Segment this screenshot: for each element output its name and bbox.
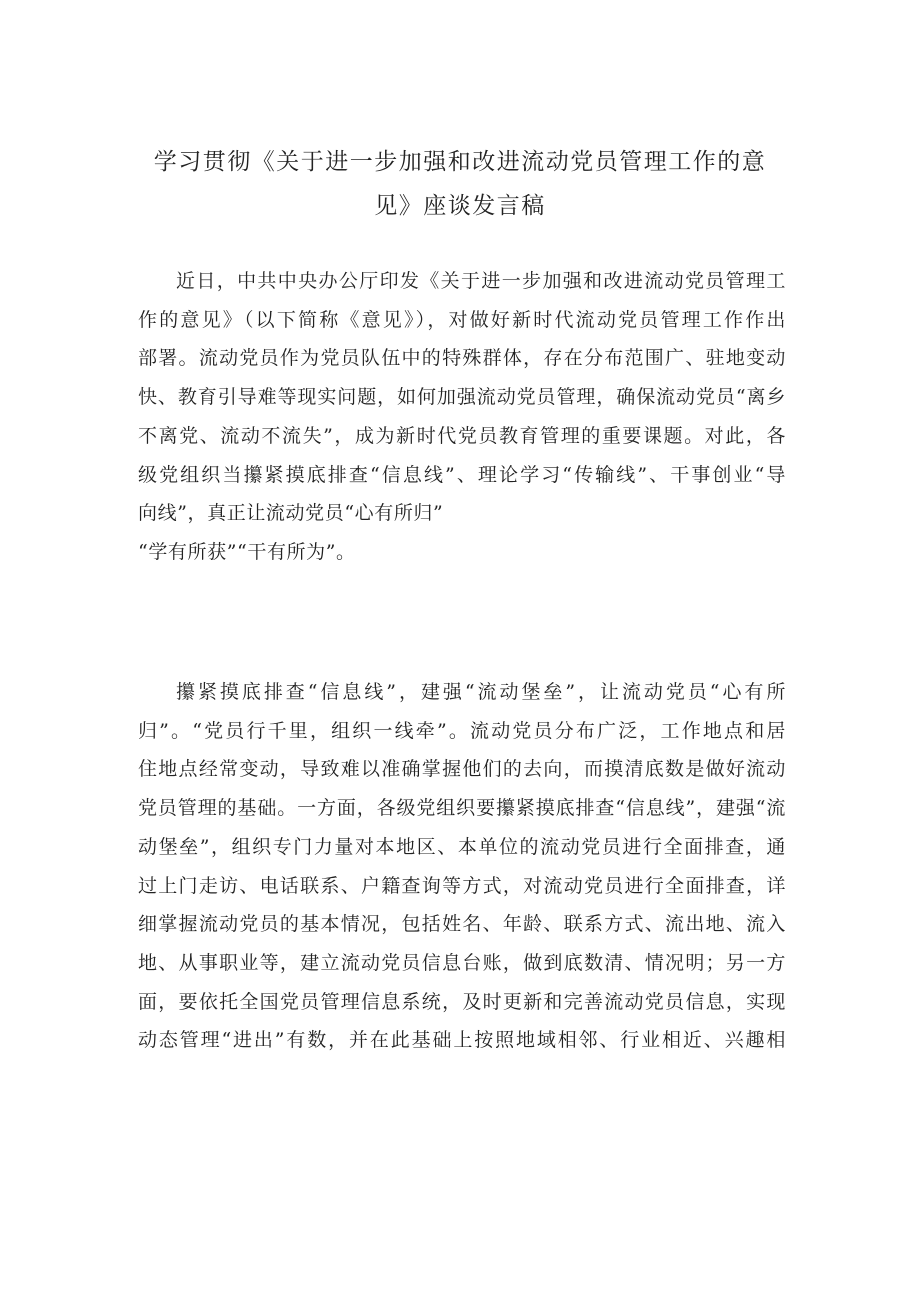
paragraph-line: 住地点经常变动，导致难以准确掌握他们的去向，而摸清底数是做好流动 xyxy=(138,758,786,781)
paragraph-line: 近日，中共中央办公厅印发《关于进一步加强和改进流动党员管理工 xyxy=(176,270,786,292)
paragraph-line: 面，要依托全国党员管理信息系统，及时更新和完善流动党员信息，实现 xyxy=(138,990,786,1013)
paragraph-intro xyxy=(138,262,786,572)
paragraph-line: 攥紧摸底排查“信息线”，建强“流动堡垒”，让流动党员“心有所 xyxy=(176,681,786,703)
paragraph-line: “学有所获”“干有所为”。 xyxy=(138,540,356,563)
paragraph-line: 部署。流动党员作为党员队伍中的特殊群体，存在分布范围广、驻地变动 xyxy=(138,347,786,370)
paragraph-line: 过上门走访、电话联系、户籍查询等方式，对流动党员进行全面排查，详 xyxy=(138,874,786,897)
paragraph-line: 动堡垒”，组织专门力量对本地区、本单位的流动党员进行全面排查，通 xyxy=(138,835,786,858)
paragraph-line: 动态管理“进出”有数，并在此基础上按照地域相邻、行业相近、兴趣相 xyxy=(138,1029,786,1052)
paragraph-line: 党员管理的基础。一方面，各级党组织要攥紧摸底排查“信息线”，建强“流 xyxy=(138,797,786,820)
paragraph-line: 细掌握流动党员的基本情况，包括姓名、年龄、联系方式、流出地、流入 xyxy=(138,913,786,936)
title-line-1: 学习贯彻《关于进一步加强和改进流动党员管理工作的意 xyxy=(153,149,767,175)
paragraph-line: 作的意见》（以下简称《意见》），对做好新时代流动党员管理工作作出 xyxy=(138,308,786,331)
title-line-2: 见》座谈发言稿 xyxy=(374,193,546,219)
paragraph-line: 不离党、流动不流失”，成为新时代党员教育管理的重要课题。对此，各 xyxy=(138,424,786,447)
paragraph-line: 向线”，真正让流动党员“心有所归” xyxy=(138,502,444,525)
paragraph-line: 快、教育引导难等现实问题，如何加强流动党员管理，确保流动党员“离乡 xyxy=(138,386,786,409)
document-title xyxy=(130,140,790,228)
paragraph-line: 归”。“党员行千里，组织一线牵”。流动党员分布广泛，工作地点和居 xyxy=(138,719,786,742)
paragraph-information-line xyxy=(138,673,786,1060)
paragraph-line: 级党组织当攥紧摸底排查“信息线”、理论学习“传输线”、干事创业“导 xyxy=(138,463,786,486)
paragraph-line: 地、从事职业等，建立流动党员信息台账，做到底数清、情况明；另一方 xyxy=(138,951,786,974)
